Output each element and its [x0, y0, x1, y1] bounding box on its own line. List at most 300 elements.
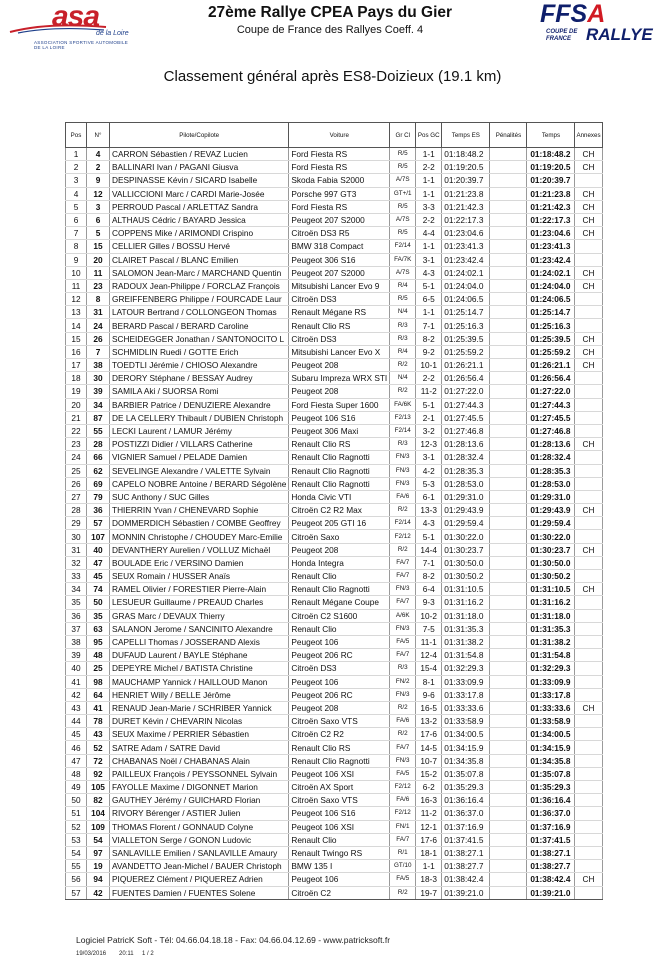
table-row [66, 543, 603, 556]
cell-temps-es: 01:33:17.8 [442, 688, 490, 701]
table-row [66, 833, 603, 846]
col-header-pos: Pos [66, 123, 87, 148]
cell-penalites [490, 675, 527, 688]
cell-pos: 31 [66, 543, 87, 556]
cell-annexes [575, 424, 602, 437]
cell-penalites [490, 200, 527, 213]
cell-annexes: CH [575, 266, 602, 279]
cell-temps: 01:21:42.3 [527, 200, 575, 213]
cell-class: A/7S [390, 174, 416, 187]
cell-voiture: Renault Clio RS [289, 438, 390, 451]
cell-penalites [490, 424, 527, 437]
cell-penalites [490, 596, 527, 609]
cell-annexes: CH [575, 873, 602, 886]
cell-penalites [490, 411, 527, 424]
cell-temps-es: 01:36:37.0 [442, 807, 490, 820]
cell-penalites [490, 279, 527, 292]
cell-class: R/2 [390, 701, 416, 714]
cell-pos-gc: 5-1 [416, 398, 442, 411]
cell-class: R/5 [390, 161, 416, 174]
cell-temps: 01:23:42.4 [527, 253, 575, 266]
cell-pos: 47 [66, 754, 87, 767]
cell-pilote: DOMMERDICH Sébastien / COMBE Geoffrey [110, 517, 289, 530]
cell-annexes: CH [575, 504, 602, 517]
table-row [66, 504, 603, 517]
cell-num: 95 [87, 635, 110, 648]
cell-class: R/2 [390, 543, 416, 556]
cell-temps: 01:27:22.0 [527, 385, 575, 398]
cell-pilote: LESUEUR Guillaume / PREAUD Charles [110, 596, 289, 609]
cell-voiture: Renault Clio Ragnotti [289, 754, 390, 767]
cell-pos-gc: 2-1 [416, 411, 442, 424]
table-row [66, 253, 603, 266]
cell-pos: 50 [66, 794, 87, 807]
cell-temps-es: 01:31:16.2 [442, 596, 490, 609]
cell-annexes [575, 820, 602, 833]
cell-num: 41 [87, 701, 110, 714]
cell-temps-es: 01:23:41.3 [442, 240, 490, 253]
table-row [66, 240, 603, 253]
cell-voiture: Peugeot 208 [289, 543, 390, 556]
cell-pos: 15 [66, 332, 87, 345]
cell-class: FA/6 [390, 715, 416, 728]
cell-annexes [575, 635, 602, 648]
cell-pilote: DERORY Stéphane / BESSAY Audrey [110, 372, 289, 385]
col-header-penalites: Pénalités [490, 123, 527, 148]
cell-class: A/7S [390, 213, 416, 226]
cell-pilote: SALANON Jerome / SANCINITO Alexandre [110, 622, 289, 635]
cell-temps-es: 01:30:50.2 [442, 570, 490, 583]
cell-class: F2/12 [390, 807, 416, 820]
cell-penalites [490, 148, 527, 161]
cell-penalites [490, 543, 527, 556]
cell-penalites [490, 662, 527, 675]
cell-penalites [490, 240, 527, 253]
cell-pos-gc: 4-3 [416, 517, 442, 530]
cell-pilote: FUENTES Damien / FUENTES Solene [110, 886, 289, 899]
cell-num: 62 [87, 464, 110, 477]
cell-pos: 32 [66, 556, 87, 569]
cell-temps-es: 01:25:14.7 [442, 306, 490, 319]
cell-pilote: DESPINASSE Kévin / SICARD Isabelle [110, 174, 289, 187]
table-row [66, 662, 603, 675]
cell-class: R/5 [390, 148, 416, 161]
cell-voiture: Renault Mégane RS [289, 306, 390, 319]
cell-annexes [575, 622, 602, 635]
cell-penalites [490, 688, 527, 701]
cell-temps: 01:25:39.5 [527, 332, 575, 345]
cell-class: R/2 [390, 886, 416, 899]
table-row [66, 227, 603, 240]
cell-pos: 30 [66, 530, 87, 543]
table-row [66, 174, 603, 187]
table-row [66, 530, 603, 543]
cell-pos-gc: 8-2 [416, 570, 442, 583]
cell-pilote: SEVELINGE Alexandre / VALETTE Sylvain [110, 464, 289, 477]
cell-voiture: Ford Fiesta RS [289, 161, 390, 174]
cell-voiture: BMW 135 I [289, 860, 390, 873]
cell-pilote: VALLICCIONI Marc / CARDI Marie-Josée [110, 187, 289, 200]
cell-voiture: BMW 318 Compact [289, 240, 390, 253]
cell-annexes [575, 240, 602, 253]
cell-temps: 01:19:20.5 [527, 161, 575, 174]
cell-pilote: RENAUD Jean-Marie / SCHRIBER Yannick [110, 701, 289, 714]
cell-pos-gc: 18-3 [416, 873, 442, 886]
cell-pilote: VIALLETON Serge / GONON Ludovic [110, 833, 289, 846]
cell-annexes [575, 530, 602, 543]
cell-temps-es: 01:28:13.6 [442, 438, 490, 451]
cell-voiture: Citroën C2 S1600 [289, 609, 390, 622]
cell-annexes: CH [575, 701, 602, 714]
cell-pos: 18 [66, 372, 87, 385]
cell-temps: 01:28:32.4 [527, 451, 575, 464]
cell-voiture: Mitsubishi Lancer Evo X [289, 345, 390, 358]
cell-pos-gc: 2-2 [416, 213, 442, 226]
cell-pilote: RAMEL Olivier / FORESTIER Pierre-Alain [110, 583, 289, 596]
table-row [66, 332, 603, 345]
cell-class: FA/6K [390, 398, 416, 411]
cell-temps-es: 01:36:16.4 [442, 794, 490, 807]
cell-temps-es: 01:34:35.8 [442, 754, 490, 767]
cell-num: 5 [87, 227, 110, 240]
cell-voiture: Citroën Saxo VTS [289, 715, 390, 728]
cell-pos: 53 [66, 833, 87, 846]
cell-num: 40 [87, 543, 110, 556]
cell-voiture: Citroën AX Sport [289, 781, 390, 794]
table-row [66, 807, 603, 820]
cell-penalites [490, 556, 527, 569]
cell-annexes [575, 451, 602, 464]
page-subtitle: Coupe de France des Rallyes Coeff. 4 [236, 24, 424, 36]
cell-num: 23 [87, 279, 110, 292]
table-row [66, 570, 603, 583]
cell-pos-gc: 19-7 [416, 886, 442, 899]
cell-class: A/7S [390, 266, 416, 279]
cell-num: 72 [87, 754, 110, 767]
cell-temps: 01:25:16.3 [527, 319, 575, 332]
cell-class: F2/12 [390, 781, 416, 794]
cell-voiture: Honda Integra [289, 556, 390, 569]
cell-num: 20 [87, 253, 110, 266]
cell-pos: 4 [66, 187, 87, 200]
cell-penalites [490, 609, 527, 622]
cell-num: 30 [87, 372, 110, 385]
asa-logo-text: asa [52, 0, 100, 33]
cell-voiture: Peugeot 306 Maxi [289, 424, 390, 437]
cell-pos-gc: 11-2 [416, 807, 442, 820]
cell-num: 39 [87, 385, 110, 398]
cell-num: 15 [87, 240, 110, 253]
table-row [66, 451, 603, 464]
cell-num: 24 [87, 319, 110, 332]
cell-penalites [490, 319, 527, 332]
cell-temps: 01:27:44.3 [527, 398, 575, 411]
table-row [66, 359, 603, 372]
cell-penalites [490, 754, 527, 767]
cell-num: 38 [87, 359, 110, 372]
cell-temps: 01:31:38.2 [527, 635, 575, 648]
cell-pilote: SAMILA Aki / SUORSA Romi [110, 385, 289, 398]
cell-penalites [490, 622, 527, 635]
cell-num: 43 [87, 728, 110, 741]
cell-pos: 57 [66, 886, 87, 899]
cell-class: FA/6 [390, 490, 416, 503]
table-row [66, 556, 603, 569]
cell-pilote: RADOUX Jean-Philippe / FORCLAZ François [110, 279, 289, 292]
cell-class: FN/3 [390, 754, 416, 767]
cell-temps: 01:30:22.0 [527, 530, 575, 543]
cell-num: 6 [87, 213, 110, 226]
cell-class: FA/7 [390, 649, 416, 662]
cell-pos: 11 [66, 279, 87, 292]
cell-temps-es: 01:38:27.1 [442, 846, 490, 859]
cell-pos: 28 [66, 504, 87, 517]
cell-voiture: Peugeot 205 GTI 16 [289, 517, 390, 530]
cell-pos-gc: 17-6 [416, 728, 442, 741]
cell-voiture: Peugeot 106 XSI [289, 820, 390, 833]
cell-voiture: Renault Mégane Coupe [289, 596, 390, 609]
cell-pilote: CAPELO NOBRE Antoine / BERARD Ségolène [110, 477, 289, 490]
cell-pos: 54 [66, 846, 87, 859]
col-header-temps: Temps [527, 123, 575, 148]
cell-annexes [575, 754, 602, 767]
cell-annexes: CH [575, 148, 602, 161]
cell-voiture: Peugeot 106 [289, 873, 390, 886]
cell-annexes: CH [575, 187, 602, 200]
cell-num: 78 [87, 715, 110, 728]
cell-pilote: SEUX Romain / HUSSER Anaïs [110, 570, 289, 583]
cell-temps: 01:31:35.3 [527, 622, 575, 635]
cell-pos-gc: 5-1 [416, 530, 442, 543]
cell-temps-es: 01:27:46.8 [442, 424, 490, 437]
cell-pos-gc: 1-1 [416, 306, 442, 319]
cell-pos-gc: 12-3 [416, 438, 442, 451]
cell-temps: 01:33:58.9 [527, 715, 575, 728]
footer-date: 19/03/2016 [76, 951, 107, 957]
table-row [66, 583, 603, 596]
cell-pos-gc: 4-3 [416, 266, 442, 279]
table-row [66, 424, 603, 437]
cell-penalites [490, 741, 527, 754]
cell-temps: 01:38:42.4 [527, 873, 575, 886]
cell-class: FA/7 [390, 741, 416, 754]
cell-pos: 8 [66, 240, 87, 253]
cell-pos: 25 [66, 464, 87, 477]
cell-pos: 52 [66, 820, 87, 833]
table-row [66, 635, 603, 648]
cell-pilote: CARRON Sébastien / REVAZ Lucien [110, 148, 289, 161]
page-title: 27ème Rallye CPEA Pays du Gier [207, 4, 453, 21]
cell-pilote: BOULADE Eric / VERSINO Damien [110, 556, 289, 569]
cell-num: 4 [87, 148, 110, 161]
cell-temps: 01:24:06.5 [527, 293, 575, 306]
cell-pilote: SUC Anthony / SUC Gilles [110, 490, 289, 503]
table-row [66, 596, 603, 609]
footer-time: 20:11 [119, 951, 134, 957]
cell-voiture: Citroën DS3 R5 [289, 227, 390, 240]
results-table [65, 122, 603, 900]
cell-temps: 01:31:10.5 [527, 583, 575, 596]
cell-temps: 01:28:53.0 [527, 477, 575, 490]
cell-pilote: AVANDETTO Jean-Michel / BAUER Christoph [110, 860, 289, 873]
cell-penalites [490, 332, 527, 345]
cell-pilote: SANLAVILLE Emilien / SANLAVILLE Amaury [110, 846, 289, 859]
cell-num: 55 [87, 424, 110, 437]
cell-pos-gc: 1-1 [416, 174, 442, 187]
cell-class: R/3 [390, 332, 416, 345]
cell-class: R/5 [390, 293, 416, 306]
cell-pos-gc: 5-3 [416, 477, 442, 490]
cell-temps-es: 01:30:50.0 [442, 556, 490, 569]
cell-temps-es: 01:25:59.2 [442, 345, 490, 358]
cell-temps: 01:26:56.4 [527, 372, 575, 385]
cell-penalites [490, 517, 527, 530]
cell-pos: 45 [66, 728, 87, 741]
cell-pilote: RIVORY Bérenger / ASTIER Julien [110, 807, 289, 820]
cell-pilote: PERROUD Pascal / ARLETTAZ Sandra [110, 200, 289, 213]
cell-temps: 01:33:33.6 [527, 701, 575, 714]
cell-pilote: ALTHAUS Cédric / BAYARD Jessica [110, 213, 289, 226]
cell-annexes: CH [575, 359, 602, 372]
cell-temps-es: 01:34:00.5 [442, 728, 490, 741]
table-row [66, 279, 603, 292]
cell-annexes [575, 846, 602, 859]
asa-subtitle: ASSOCIATION SPORTIVE AUTOMOBILE DE LA LOIRE [34, 40, 129, 50]
cell-pilote: LATOUR Bertrand / COLLONGEON Thomas [110, 306, 289, 319]
cell-voiture: Peugeot 106 S16 [289, 411, 390, 424]
cell-pilote: BALLINARI Ivan / PAGANI Giusva [110, 161, 289, 174]
cell-penalites [490, 728, 527, 741]
cell-pos: 39 [66, 649, 87, 662]
table-row [66, 741, 603, 754]
table-row [66, 148, 603, 161]
cell-pos: 16 [66, 345, 87, 358]
cell-pilote: LECKI Laurent / LAMUR Jérémy [110, 424, 289, 437]
cell-pos: 33 [66, 570, 87, 583]
cell-class: FN/3 [390, 451, 416, 464]
table-row [66, 161, 603, 174]
cell-annexes [575, 596, 602, 609]
footer-software: Logiciel PatricK Soft - Tél: 04.66.04.18.18 - Fax: 04.66.04.12.69 - www.patricksoft.fr [76, 935, 391, 945]
table-row [66, 873, 603, 886]
table-row [66, 860, 603, 873]
cell-annexes: CH [575, 227, 602, 240]
cell-temps-es: 01:21:42.3 [442, 200, 490, 213]
table-row [66, 517, 603, 530]
table-row [66, 438, 603, 451]
cell-pilote: SALOMON Jean-Marc / MARCHAND Quentin [110, 266, 289, 279]
cell-pos-gc: 1-1 [416, 148, 442, 161]
cell-pos: 3 [66, 174, 87, 187]
cell-pilote: DEVANTHERY Aurelien / VOLLUZ Michaël [110, 543, 289, 556]
cell-num: 9 [87, 174, 110, 187]
cell-pilote: FAYOLLE Maxime / DIGONNET Marion [110, 781, 289, 794]
cell-pilote: CELLIER Gilles / BOSSU Hervé [110, 240, 289, 253]
cell-pos-gc: 9-2 [416, 345, 442, 358]
ffsa-logo-text [540, 2, 605, 27]
cell-voiture: Citroën DS3 [289, 332, 390, 345]
cell-penalites [490, 372, 527, 385]
cell-annexes [575, 556, 602, 569]
cell-num: 98 [87, 675, 110, 688]
cell-voiture: Renault Clio Ragnotti [289, 464, 390, 477]
cell-pos: 13 [66, 306, 87, 319]
cell-pos: 5 [66, 200, 87, 213]
cell-num: 92 [87, 767, 110, 780]
cell-penalites [490, 161, 527, 174]
table-row [66, 675, 603, 688]
cell-pos-gc: 14-5 [416, 741, 442, 754]
table-row [66, 187, 603, 200]
cell-pos-gc: 1-1 [416, 240, 442, 253]
cell-voiture: Peugeot 208 [289, 359, 390, 372]
cell-pilote: BARBIER Patrice / DENUZIERE Alexandre [110, 398, 289, 411]
cell-pos-gc: 1-1 [416, 860, 442, 873]
cell-temps-es: 01:31:54.8 [442, 649, 490, 662]
cell-num: 57 [87, 517, 110, 530]
cell-penalites [490, 477, 527, 490]
cell-pos-gc: 6-1 [416, 490, 442, 503]
cell-num: 34 [87, 398, 110, 411]
cell-class: FA/7 [390, 596, 416, 609]
cell-annexes [575, 306, 602, 319]
cell-temps-es: 01:31:18.0 [442, 609, 490, 622]
cell-class: FN/3 [390, 622, 416, 635]
cell-pilote: PAILLEUX François / PEYSSONNEL Sylvain [110, 767, 289, 780]
cell-temps: 01:20:39.7 [527, 174, 575, 187]
cell-pos-gc: 2-2 [416, 372, 442, 385]
cell-penalites [490, 253, 527, 266]
cell-pos: 7 [66, 227, 87, 240]
cell-annexes [575, 477, 602, 490]
cell-pilote: POSTIZZI Didier / VILLARS Catherine [110, 438, 289, 451]
cell-num: 63 [87, 622, 110, 635]
cell-temps-es: 01:34:15.9 [442, 741, 490, 754]
cell-num: 2 [87, 161, 110, 174]
cell-pos-gc: 3-1 [416, 253, 442, 266]
cell-voiture: Peugeot 208 [289, 385, 390, 398]
cell-pilote: DUFAUD Laurent / BAYLE Stéphane [110, 649, 289, 662]
cell-class: FA/7 [390, 833, 416, 846]
cell-voiture: Renault Clio [289, 833, 390, 846]
cell-class: FA/5 [390, 635, 416, 648]
table-row [66, 319, 603, 332]
cell-pos: 44 [66, 715, 87, 728]
cell-pilote: BERARD Pascal / BERARD Caroline [110, 319, 289, 332]
cell-num: 12 [87, 187, 110, 200]
cell-pos: 27 [66, 490, 87, 503]
cell-pos: 23 [66, 438, 87, 451]
cell-penalites [490, 293, 527, 306]
cell-pos-gc: 16-5 [416, 701, 442, 714]
cell-pos: 51 [66, 807, 87, 820]
cell-pos: 48 [66, 767, 87, 780]
cell-class: FN/3 [390, 583, 416, 596]
cell-class: F2/14 [390, 240, 416, 253]
cell-num: 94 [87, 873, 110, 886]
cell-class: F2/14 [390, 517, 416, 530]
cell-penalites [490, 860, 527, 873]
cell-pos-gc: 6-4 [416, 583, 442, 596]
cell-pos-gc: 3-3 [416, 200, 442, 213]
cell-temps: 01:35:29.3 [527, 781, 575, 794]
cell-temps-es: 01:24:02.1 [442, 266, 490, 279]
cell-temps-es: 01:37:16.9 [442, 820, 490, 833]
cell-pos-gc: 10-1 [416, 359, 442, 372]
cell-temps: 01:22:17.3 [527, 213, 575, 226]
cell-pos-gc: 5-1 [416, 279, 442, 292]
cell-annexes [575, 662, 602, 675]
